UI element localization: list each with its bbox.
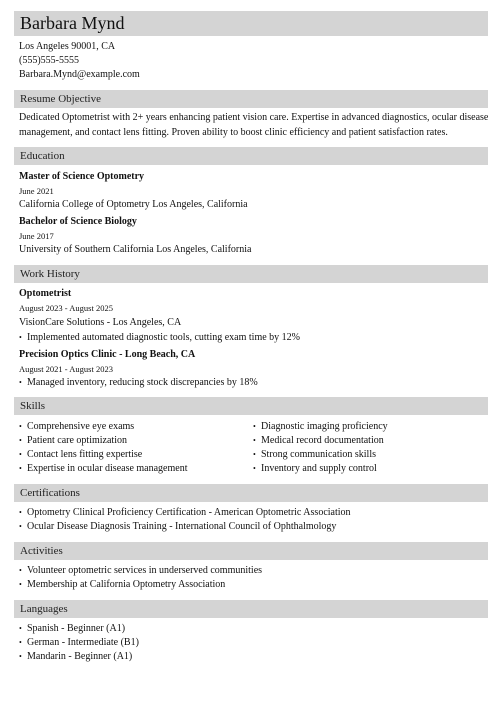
certification-item: • Ocular Disease Diagnosis Training - International Council of Ophthalmology	[19, 521, 337, 532]
bullet-icon: •	[19, 508, 22, 517]
skill-item: • Diagnostic imaging proficiency	[253, 421, 388, 432]
bullet-icon: •	[19, 522, 22, 531]
section-education-header	[14, 147, 488, 165]
job-title: Precision Optics Clinic - Long Beach, CA	[19, 349, 196, 360]
bullet-icon: •	[253, 422, 256, 431]
section-title: Languages	[20, 603, 68, 615]
job-dates: August 2021 - August 2023	[19, 364, 113, 374]
education-date: June 2017	[19, 231, 54, 241]
job-dates: August 2023 - August 2025	[19, 303, 113, 313]
skill-item: • Patient care optimization	[19, 435, 127, 446]
section-certifications-header	[14, 484, 488, 502]
skill-item: • Strong communication skills	[253, 449, 376, 460]
bullet-icon: •	[19, 464, 22, 473]
job-bullet: • Implemented automated diagnostic tools, cutting exam time by 12%	[19, 332, 300, 343]
certification-item: • Optometry Clinical Proficiency Certification - American Optometric Association	[19, 507, 351, 518]
language-item: • Mandarin - Beginner (A1)	[19, 651, 133, 662]
section-title: Activities	[20, 545, 63, 557]
name-header-bar	[14, 11, 488, 36]
section-title: Resume Objective	[20, 93, 101, 105]
activity-item: • Volunteer optometric services in underserved communities	[19, 565, 263, 576]
skill-item: • Comprehensive eye exams	[19, 421, 135, 432]
section-objective-header	[14, 90, 488, 108]
candidate-name: Barbara Mynd	[20, 13, 125, 33]
bullet-icon: •	[19, 566, 22, 575]
contact-email: Barbara.Mynd@example.com	[19, 69, 140, 80]
bullet-icon: •	[19, 638, 22, 647]
bullet-icon: •	[253, 436, 256, 445]
bullet-icon: •	[253, 464, 256, 473]
education-degree: Bachelor of Science Biology	[19, 216, 137, 227]
skill-item: • Inventory and supply control	[253, 463, 377, 474]
education-school: California College of Optometry Los Angeles, California	[19, 199, 248, 210]
bullet-icon: •	[19, 333, 22, 342]
objective-text-line2: management, and contact lens fitting. Proven ability to boost clinic efficiency and patient satisfaction rates.	[19, 127, 448, 138]
skill-item: • Contact lens fitting expertise	[19, 449, 143, 460]
bullet-icon: •	[19, 436, 22, 445]
section-work-header	[14, 265, 488, 283]
section-title: Work History	[20, 268, 80, 280]
job-title: Optometrist	[19, 288, 72, 299]
bullet-icon: •	[19, 624, 22, 633]
section-activities-header	[14, 542, 488, 560]
section-skills-header	[14, 397, 488, 415]
section-title: Skills	[20, 400, 46, 412]
section-title: Education	[20, 150, 65, 162]
objective-text-line1: Dedicated Optometrist with 2+ years enhancing patient vision care. Expertise in advanced diagnostics, ocular disease	[19, 112, 489, 123]
bullet-icon: •	[19, 580, 22, 589]
bullet-icon: •	[19, 652, 22, 661]
job-company: VisionCare Solutions - Los Angeles, CA	[19, 317, 182, 328]
language-item: • German - Intermediate (B1)	[19, 637, 139, 648]
bullet-icon: •	[253, 450, 256, 459]
section-title: Certifications	[20, 487, 80, 499]
contact-phone: (555)555-5555	[19, 55, 79, 66]
bullet-icon: •	[19, 378, 22, 387]
bullet-icon: •	[19, 450, 22, 459]
language-item: • Spanish - Beginner (A1)	[19, 623, 126, 634]
bullet-icon: •	[19, 422, 22, 431]
education-date: June 2021	[19, 186, 54, 196]
activity-item: • Membership at California Optometry Association	[19, 579, 226, 590]
education-school: University of Southern California Los Angeles, California	[19, 244, 252, 255]
job-bullet: • Managed inventory, reducing stock discrepancies by 18%	[19, 377, 258, 388]
contact-address: Los Angeles 90001, CA	[19, 41, 116, 52]
education-degree: Master of Science Optometry	[19, 171, 145, 182]
section-languages-header	[14, 600, 488, 618]
skill-item: • Medical record documentation	[253, 435, 384, 446]
skill-item: • Expertise in ocular disease management	[19, 463, 188, 474]
